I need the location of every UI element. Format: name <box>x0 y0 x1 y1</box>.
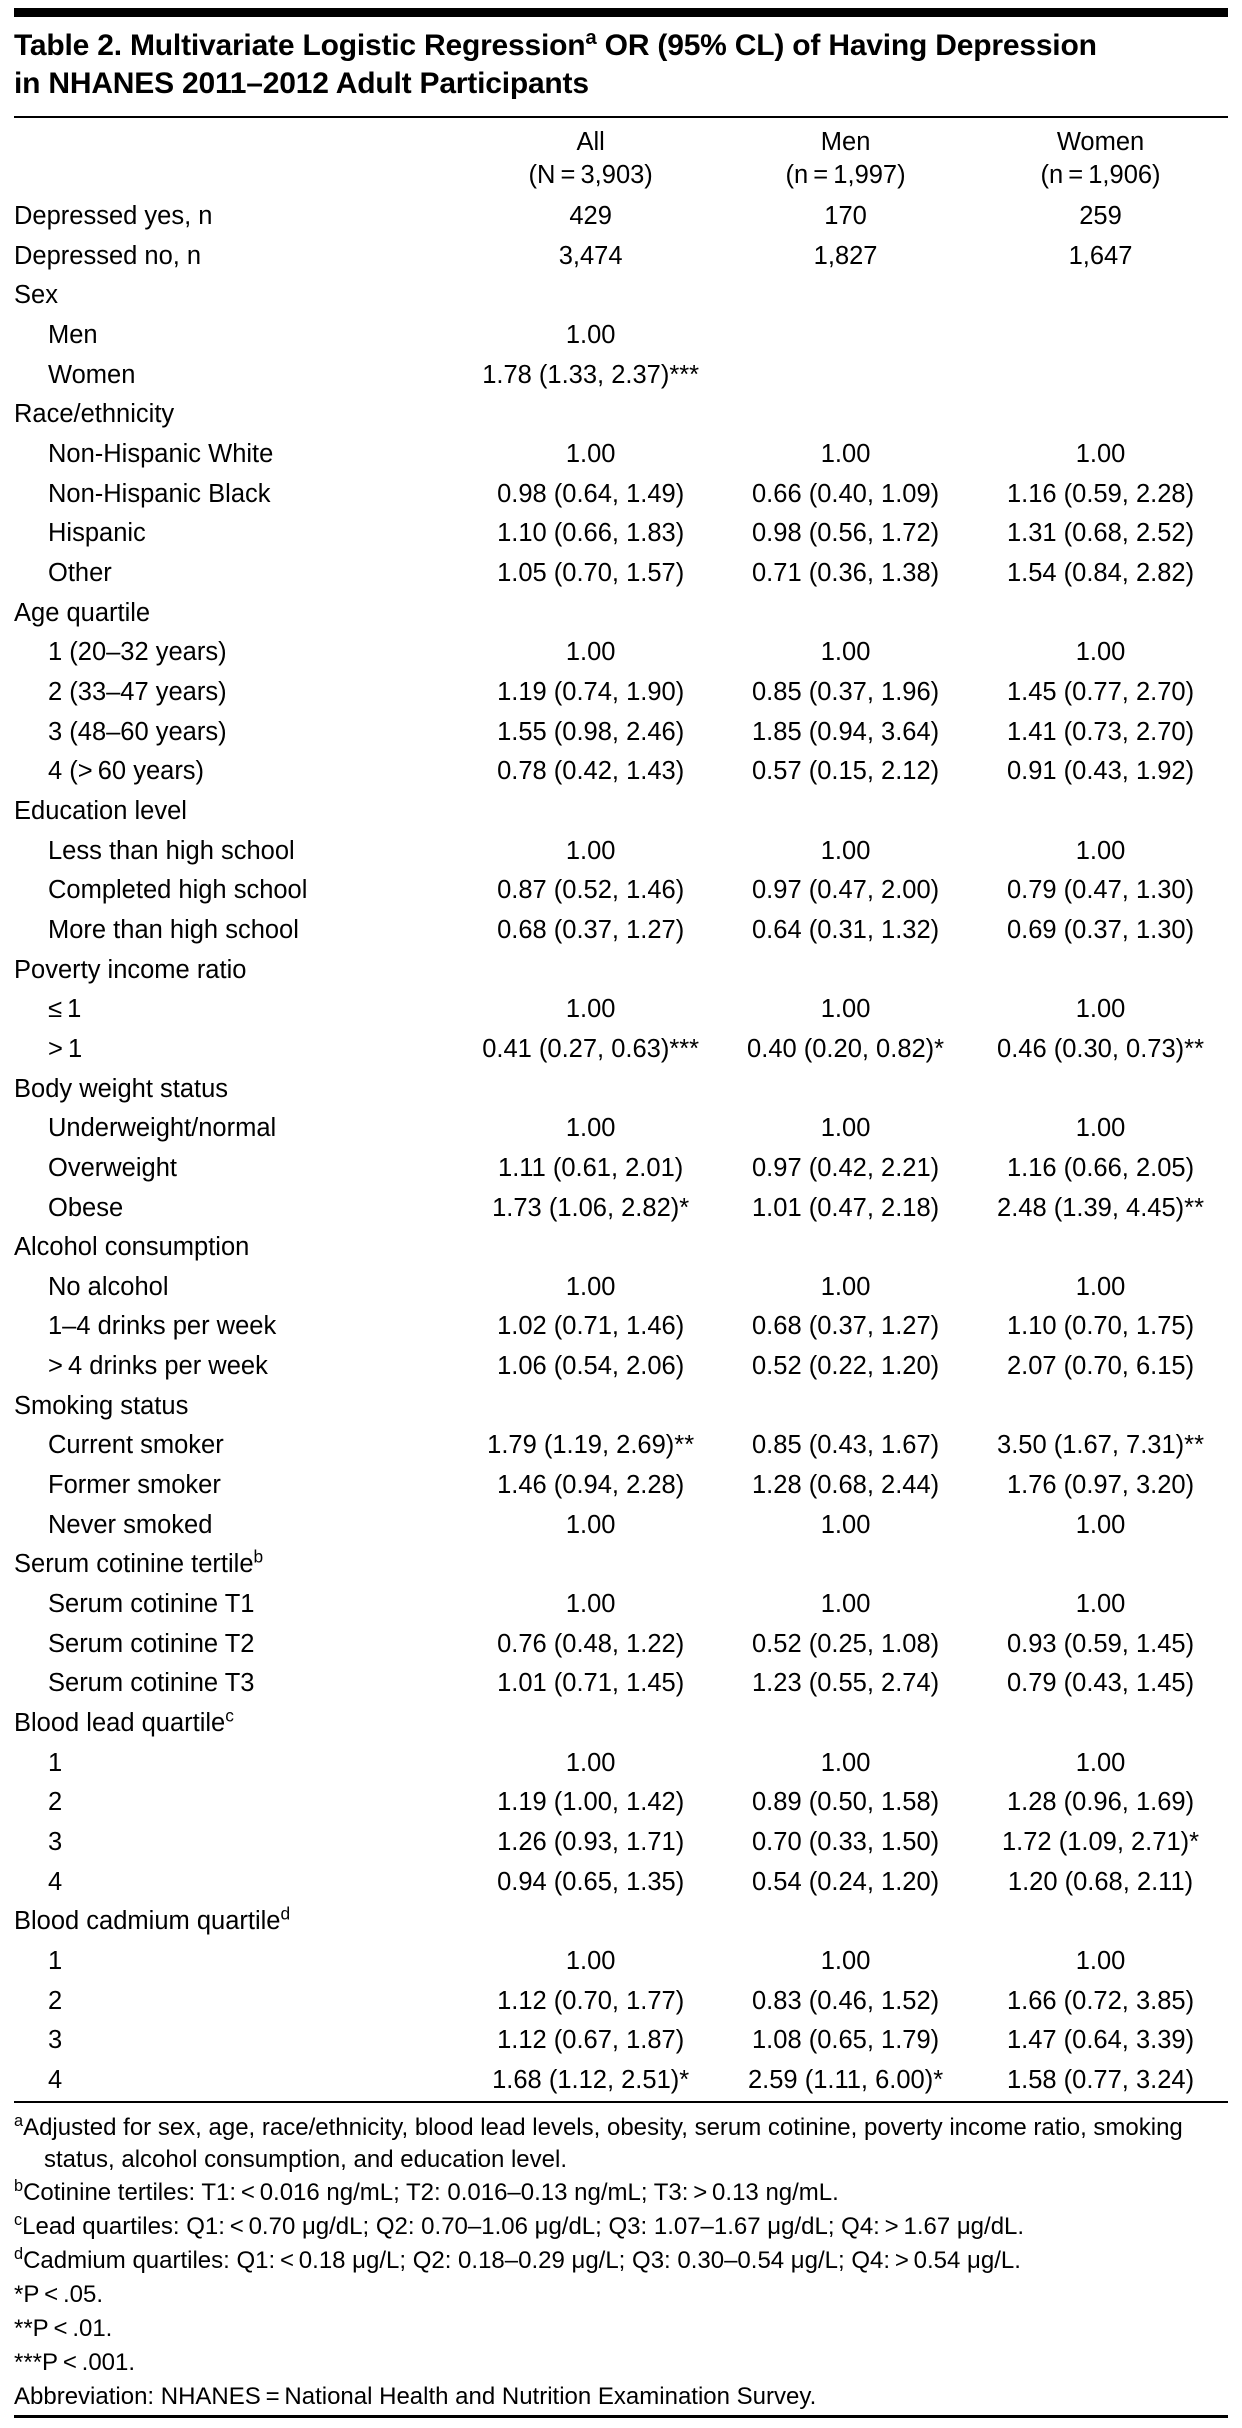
cell-women: 1.41 (0.73, 2.70) <box>1006 717 1195 746</box>
cell-all: 1.19 (0.74, 1.90) <box>497 677 685 706</box>
cell-men: 0.70 (0.33, 1.50) <box>752 1828 940 1856</box>
footnotes <box>14 2103 1228 2413</box>
cell-all: 1.46 (0.94, 2.28) <box>497 1471 685 1500</box>
cell-all <box>463 1704 718 1744</box>
cell-men: 1.01 (0.47, 2.18) <box>752 1193 940 1222</box>
cell-women: 1.00 <box>1075 638 1126 667</box>
table-row <box>14 435 1228 475</box>
cell-men <box>718 1704 973 1744</box>
cell-women <box>973 1704 1228 1744</box>
cell-all <box>463 276 718 316</box>
table-row <box>14 316 1228 356</box>
cell-all <box>463 1387 718 1427</box>
column-header-women <box>973 118 1228 197</box>
cell-men <box>718 1070 973 1110</box>
row-label: 2 <box>48 1986 63 2015</box>
row-label: Less than high school <box>48 836 295 865</box>
footnote-text: *P < .05. <box>14 2281 104 2309</box>
footnote-marker: c <box>225 1705 234 1726</box>
row-label: 1 <box>48 1946 63 1975</box>
cell-all <box>463 951 718 991</box>
cell-women: 1.58 (0.77, 3.24) <box>1006 2065 1195 2094</box>
cell-women: 3.50 (1.67, 7.31)** <box>997 1431 1205 1460</box>
row-label: 2 <box>48 1788 63 1817</box>
table-group-row <box>14 395 1228 435</box>
table-row <box>14 1426 1228 1466</box>
cell-women: 1.28 (0.96, 1.69) <box>1006 1788 1195 1817</box>
row-label: ≤ 1 <box>48 995 82 1024</box>
cell-all: 1.73 (1.06, 2.82)* <box>492 1193 690 1222</box>
cell-men: 0.52 (0.22, 1.20) <box>752 1352 940 1381</box>
column-header-women-line1: Women <box>1056 127 1145 156</box>
table-row <box>14 1149 1228 1189</box>
cell-women: 1.76 (0.97, 3.20) <box>1006 1471 1195 1500</box>
table-row <box>14 713 1228 753</box>
title-line2: in NHANES 2011–2012 Adult Participants <box>14 67 589 101</box>
cell-all: 1.00 <box>565 1590 616 1619</box>
cell-women: 0.79 (0.47, 1.30) <box>1006 876 1195 905</box>
cell-men: 0.54 (0.24, 1.20) <box>752 1867 940 1896</box>
cell-men: 0.83 (0.46, 1.52) <box>752 1986 940 2015</box>
header-row <box>14 118 1228 197</box>
cell-women: 1.00 <box>1075 836 1126 865</box>
group-label: Race/ethnicity <box>14 400 175 429</box>
cell-all: 1.00 <box>565 440 616 469</box>
cell-all <box>463 1902 718 1942</box>
cell-men <box>718 276 973 316</box>
group-label: Smoking status <box>14 1391 189 1420</box>
table-row <box>14 1942 1228 1982</box>
cell-men <box>718 951 973 991</box>
cell-all: 1.01 (0.71, 1.45) <box>497 1669 685 1698</box>
cell-men: 1.28 (0.68, 2.44) <box>752 1471 940 1500</box>
footnote <box>14 2313 1228 2345</box>
cell-women: 1.00 <box>1075 1748 1126 1777</box>
cell-women <box>973 395 1228 435</box>
cell-men: 1,827 <box>813 241 878 270</box>
footnote <box>14 2245 1228 2277</box>
table-row <box>14 1347 1228 1387</box>
cell-all <box>463 792 718 832</box>
cell-men: 1.00 <box>820 638 871 667</box>
row-label: Never smoked <box>48 1510 213 1539</box>
cell-men: 0.98 (0.56, 1.72) <box>752 519 940 548</box>
cell-men: 1.85 (0.94, 3.64) <box>752 717 940 746</box>
row-label: Underweight/normal <box>48 1114 277 1143</box>
group-label: Age quartile <box>14 598 151 627</box>
footnote-text: **P < .01. <box>14 2315 113 2343</box>
title-line1-part1: Table 2. Multivariate Logistic Regression <box>14 29 586 62</box>
cell-all: 1.11 (0.61, 2.01) <box>498 1153 684 1182</box>
cell-men: 0.97 (0.42, 2.21) <box>752 1153 940 1182</box>
row-label: Depressed yes, n <box>14 202 213 231</box>
cell-all: 1.00 <box>565 638 616 667</box>
footnote-text: Abbreviation: NHANES = National Health and Nutrition Examination Survey. <box>14 2382 817 2410</box>
table-group-row <box>14 1704 1228 1744</box>
table-group-row <box>14 792 1228 832</box>
table-row <box>14 237 1228 277</box>
cell-all <box>463 1228 718 1268</box>
cell-women <box>973 594 1228 634</box>
row-label: > 1 <box>48 1034 83 1063</box>
table-row <box>14 356 1228 396</box>
group-label: Blood cadmium quartile$^d$ <box>14 1903 291 1936</box>
table-row <box>14 1109 1228 1149</box>
row-label: 1 (20–32 years) <box>48 638 227 667</box>
footnote-marker: d <box>280 1903 291 1924</box>
row-label: Men <box>48 321 98 350</box>
cell-women: 1.10 (0.70, 1.75) <box>1006 1312 1195 1341</box>
footnote <box>14 2177 1228 2209</box>
table-row <box>14 1189 1228 1229</box>
table-row <box>14 1982 1228 2022</box>
cell-women: 1.72 (1.09, 2.71)* <box>1001 1828 1200 1856</box>
cell-men: 1.08 (0.65, 1.79) <box>752 2026 940 2055</box>
row-label: Obese <box>48 1193 124 1222</box>
table-row <box>14 554 1228 594</box>
cell-women <box>973 276 1228 316</box>
cell-all: 0.41 (0.27, 0.63)*** <box>482 1034 700 1063</box>
row-label: Overweight <box>48 1153 177 1182</box>
cell-men: 2.59 (1.11, 6.00)* <box>747 2065 944 2094</box>
row-label: Current smoker <box>48 1431 224 1460</box>
cell-women <box>973 951 1228 991</box>
table-row <box>14 1307 1228 1347</box>
cell-all: 1.00 <box>565 1510 616 1539</box>
cell-men <box>718 316 973 356</box>
table-row <box>14 2061 1228 2101</box>
cell-all: 1.06 (0.54, 2.06) <box>497 1352 685 1381</box>
row-label: Depressed no, n <box>14 241 202 270</box>
cell-all: 3,474 <box>558 241 623 270</box>
cell-men: 0.71 (0.36, 1.38) <box>752 559 940 587</box>
cell-men <box>718 1902 973 1942</box>
table-row <box>14 1030 1228 1070</box>
cell-women <box>973 356 1228 396</box>
row-label: Other <box>48 559 112 587</box>
column-header-all-line1: All <box>576 127 605 156</box>
cell-women: 1.00 <box>1075 1946 1126 1975</box>
footnote-marker: d <box>14 2245 24 2264</box>
row-label: 1 <box>48 1748 63 1777</box>
results-table <box>14 118 1228 2101</box>
cell-men: 1.00 <box>820 1272 871 1301</box>
table-row <box>14 197 1228 237</box>
cell-men <box>718 1545 973 1585</box>
row-label: 4 <box>48 2065 63 2094</box>
table-row <box>14 1783 1228 1823</box>
table-group-row <box>14 594 1228 634</box>
cell-women: 0.93 (0.59, 1.45) <box>1006 1629 1195 1658</box>
table-group-row <box>14 1070 1228 1110</box>
table-group-row <box>14 1545 1228 1585</box>
row-label: 2 (33–47 years) <box>48 677 227 706</box>
cell-men: 0.66 (0.40, 1.09) <box>752 479 940 508</box>
top-rule <box>14 8 1228 17</box>
cell-women: 1.00 <box>1075 995 1126 1024</box>
group-label: Body weight status <box>14 1074 229 1103</box>
cell-women: 1,647 <box>1068 241 1133 270</box>
table-row <box>14 1863 1228 1903</box>
cell-men <box>718 1387 973 1427</box>
cell-all: 0.98 (0.64, 1.49) <box>497 479 685 508</box>
table-row <box>14 832 1228 872</box>
row-label: Hispanic <box>48 519 146 548</box>
column-header-women-line2: (n = 1,906) <box>1040 161 1161 190</box>
bottom-rule <box>14 2415 1228 2418</box>
table-row <box>14 1268 1228 1308</box>
row-label: 4 (> 60 years) <box>48 757 205 786</box>
cell-women: 259 <box>1079 202 1122 231</box>
table-row <box>14 475 1228 515</box>
cell-all <box>463 1545 718 1585</box>
cell-women: 0.46 (0.30, 0.73)** <box>997 1034 1205 1063</box>
cell-women: 0.91 (0.43, 1.92) <box>1006 757 1195 786</box>
cell-men: 1.00 <box>820 1114 871 1143</box>
group-label: Serum cotinine tertile$^b$ <box>14 1546 264 1579</box>
cell-all: 1.00 <box>565 1748 616 1777</box>
footnote <box>14 2211 1228 2243</box>
table-row <box>14 911 1228 951</box>
cell-women: 0.79 (0.43, 1.45) <box>1006 1669 1195 1698</box>
table-row <box>14 633 1228 673</box>
cell-men: 1.00 <box>820 1946 871 1975</box>
column-header-all-line2: (N = 3,903) <box>528 161 653 190</box>
table-group-row <box>14 1902 1228 1942</box>
cell-women: 1.47 (0.64, 3.39) <box>1006 2026 1195 2055</box>
cell-all: 1.79 (1.19, 2.69)** <box>487 1431 695 1460</box>
table-row <box>14 990 1228 1030</box>
cell-women: 1.31 (0.68, 2.52) <box>1006 519 1195 548</box>
table-row <box>14 2021 1228 2061</box>
cell-men: 1.00 <box>820 995 871 1024</box>
cell-men <box>718 356 973 396</box>
cell-women: 1.54 (0.84, 2.82) <box>1006 559 1195 587</box>
cell-all: 1.12 (0.67, 1.87) <box>497 2026 685 2055</box>
cell-all: 0.94 (0.65, 1.35) <box>497 1867 685 1896</box>
table-page <box>0 8 1242 2428</box>
footnote <box>14 2112 1228 2176</box>
row-label: Women <box>48 360 136 389</box>
cell-women: 0.69 (0.37, 1.30) <box>1006 915 1195 944</box>
cell-women: 1.00 <box>1075 1510 1126 1539</box>
table-row <box>14 1585 1228 1625</box>
cell-all: 1.00 <box>565 321 616 350</box>
group-label: Education level <box>14 796 187 825</box>
footnote-marker: b <box>253 1546 264 1567</box>
table-group-row <box>14 276 1228 316</box>
footnote-marker: c <box>14 2211 23 2230</box>
table-row <box>14 1466 1228 1506</box>
cell-women: 1.16 (0.66, 2.05) <box>1006 1153 1195 1182</box>
cell-men: 0.89 (0.50, 1.58) <box>752 1788 940 1817</box>
cell-men: 1.00 <box>820 836 871 865</box>
cell-all <box>463 1070 718 1110</box>
cell-all: 1.55 (0.98, 2.46) <box>497 717 685 746</box>
title-line1-part2: OR (95% CL) of Having Depression <box>596 29 1097 62</box>
row-label: More than high school <box>48 915 299 944</box>
table-row <box>14 1625 1228 1665</box>
cell-all: 1.10 (0.66, 1.83) <box>497 519 685 548</box>
cell-women: 1.00 <box>1075 1590 1126 1619</box>
row-label: 1–4 drinks per week <box>48 1312 277 1341</box>
cell-all: 1.00 <box>565 836 616 865</box>
cell-men: 0.97 (0.47, 2.00) <box>752 876 940 905</box>
cell-men: 0.57 (0.15, 2.12) <box>752 757 940 786</box>
cell-men: 1.23 (0.55, 2.74) <box>752 1669 940 1698</box>
cell-all: 1.00 <box>565 1114 616 1143</box>
cell-women <box>973 1902 1228 1942</box>
row-label: > 4 drinks per week <box>48 1352 268 1381</box>
cell-women <box>973 1387 1228 1427</box>
column-header-all <box>463 118 718 197</box>
row-label: Completed high school <box>48 876 308 905</box>
footnote-marker: b <box>14 2177 24 2196</box>
cell-women: 1.00 <box>1075 1272 1126 1301</box>
cell-women <box>973 1545 1228 1585</box>
cell-women: 1.00 <box>1075 440 1126 469</box>
row-label: 3 (48–60 years) <box>48 717 227 746</box>
cell-women <box>973 1228 1228 1268</box>
cell-all: 0.68 (0.37, 1.27) <box>497 915 685 944</box>
footnote-text: Adjusted for sex, age, race/ethnicity, blood lead levels, obesity, serum cotinine, poverty income ratio, smoking status, alcohol consumption, and education level. <box>23 2113 1183 2173</box>
table-row <box>14 514 1228 554</box>
cell-women: 2.07 (0.70, 6.15) <box>1006 1352 1195 1381</box>
cell-women <box>973 1070 1228 1110</box>
cell-men <box>718 792 973 832</box>
cell-women <box>973 792 1228 832</box>
cell-all: 1.68 (1.12, 2.51)* <box>492 2065 690 2094</box>
cell-women <box>973 316 1228 356</box>
cell-women: 1.45 (0.77, 2.70) <box>1006 677 1195 706</box>
row-label: Serum cotinine T3 <box>48 1669 255 1698</box>
cell-men <box>718 594 973 634</box>
table-row <box>14 673 1228 713</box>
row-label: Serum cotinine T2 <box>48 1629 255 1658</box>
cell-all: 1.05 (0.70, 1.57) <box>497 559 685 587</box>
table-group-row <box>14 1228 1228 1268</box>
footnote-text: ***P < .001. <box>14 2348 136 2376</box>
cell-men: 1.00 <box>820 1510 871 1539</box>
row-label: Serum cotinine T1 <box>48 1590 255 1619</box>
group-label: Sex <box>14 281 58 310</box>
table-row <box>14 1744 1228 1784</box>
cell-all: 1.02 (0.71, 1.46) <box>497 1312 685 1341</box>
cell-men <box>718 395 973 435</box>
title-footnote-marker-a: a <box>585 27 597 49</box>
footnote-text: Cotinine tertiles: T1: < 0.016 ng/mL; T2: 0.016–0.13 ng/mL; T3: > 0.13 ng/mL. <box>23 2179 839 2207</box>
cell-men: 0.68 (0.37, 1.27) <box>752 1312 940 1341</box>
footnote <box>14 2347 1228 2379</box>
table-row <box>14 1823 1228 1863</box>
row-label: No alcohol <box>48 1272 169 1301</box>
row-label: Non-Hispanic Black <box>48 479 271 508</box>
cell-all <box>463 594 718 634</box>
row-label: 3 <box>48 1828 63 1856</box>
table-group-row <box>14 951 1228 991</box>
table-row <box>14 752 1228 792</box>
cell-all: 0.78 (0.42, 1.43) <box>497 757 685 786</box>
cell-all: 1.26 (0.93, 1.71) <box>497 1828 685 1856</box>
footnote <box>14 2279 1228 2311</box>
cell-all: 1.00 <box>565 1272 616 1301</box>
footnote-marker: a <box>14 2111 24 2130</box>
cell-men: 1.00 <box>820 1590 871 1619</box>
cell-women: 1.16 (0.59, 2.28) <box>1006 479 1195 508</box>
footnote-text: Cadmium quartiles: Q1: < 0.18 μg/L; Q2: 0.18–0.29 μg/L; Q3: 0.30–0.54 μg/L; Q4: > 0.54 μg/L. <box>23 2247 1021 2275</box>
cell-all <box>463 395 718 435</box>
cell-men: 0.85 (0.43, 1.67) <box>752 1431 940 1460</box>
cell-all: 0.76 (0.48, 1.22) <box>497 1629 685 1658</box>
cell-men: 170 <box>824 202 867 231</box>
cell-men: 1.00 <box>820 440 871 469</box>
cell-all: 1.00 <box>565 995 616 1024</box>
row-label: Non-Hispanic White <box>48 440 274 469</box>
row-label: 3 <box>48 2026 63 2055</box>
cell-all: 1.78 (1.33, 2.37)*** <box>482 360 700 389</box>
table-group-row <box>14 1387 1228 1427</box>
cell-all: 1.12 (0.70, 1.77) <box>497 1986 685 2015</box>
cell-women: 1.20 (0.68, 2.11) <box>1007 1867 1194 1896</box>
row-label: Former smoker <box>48 1471 221 1500</box>
table-title <box>14 17 1228 116</box>
group-label: Blood lead quartile$^c$ <box>14 1705 234 1738</box>
table-row <box>14 1664 1228 1704</box>
cell-women: 1.66 (0.72, 3.85) <box>1006 1986 1195 2015</box>
row-label: 4 <box>48 1867 63 1896</box>
footnote-text: Lead quartiles: Q1: < 0.70 μg/dL; Q2: 0.70–1.06 μg/dL; Q3: 1.07–1.67 μg/dL; Q4: > 1.67 μg/dL. <box>22 2213 1025 2241</box>
column-header-men-line1: Men <box>820 127 871 156</box>
cell-all: 1.19 (1.00, 1.42) <box>497 1788 685 1817</box>
cell-men: 0.85 (0.37, 1.96) <box>752 677 940 706</box>
column-header-men-line2: (n = 1,997) <box>785 161 906 190</box>
table-row <box>14 871 1228 911</box>
column-header-men <box>718 118 973 197</box>
cell-men: 0.64 (0.31, 1.32) <box>752 915 940 944</box>
group-label: Poverty income ratio <box>14 955 247 984</box>
cell-men <box>718 1228 973 1268</box>
cell-all: 1.00 <box>565 1946 616 1975</box>
cell-all: 429 <box>569 202 612 231</box>
table-head <box>14 118 1228 197</box>
group-label: Alcohol consumption <box>14 1233 250 1262</box>
cell-all: 0.87 (0.52, 1.46) <box>497 876 685 905</box>
cell-men: 1.00 <box>820 1748 871 1777</box>
footnote <box>14 2381 1228 2413</box>
table-body <box>14 197 1228 2101</box>
cell-men: 0.40 (0.20, 0.82)* <box>747 1034 945 1063</box>
cell-women: 1.00 <box>1075 1114 1126 1143</box>
table-row <box>14 1506 1228 1546</box>
cell-women: 2.48 (1.39, 4.45)** <box>997 1193 1205 1222</box>
column-header-label <box>14 118 463 197</box>
cell-men: 0.52 (0.25, 1.08) <box>752 1629 940 1658</box>
